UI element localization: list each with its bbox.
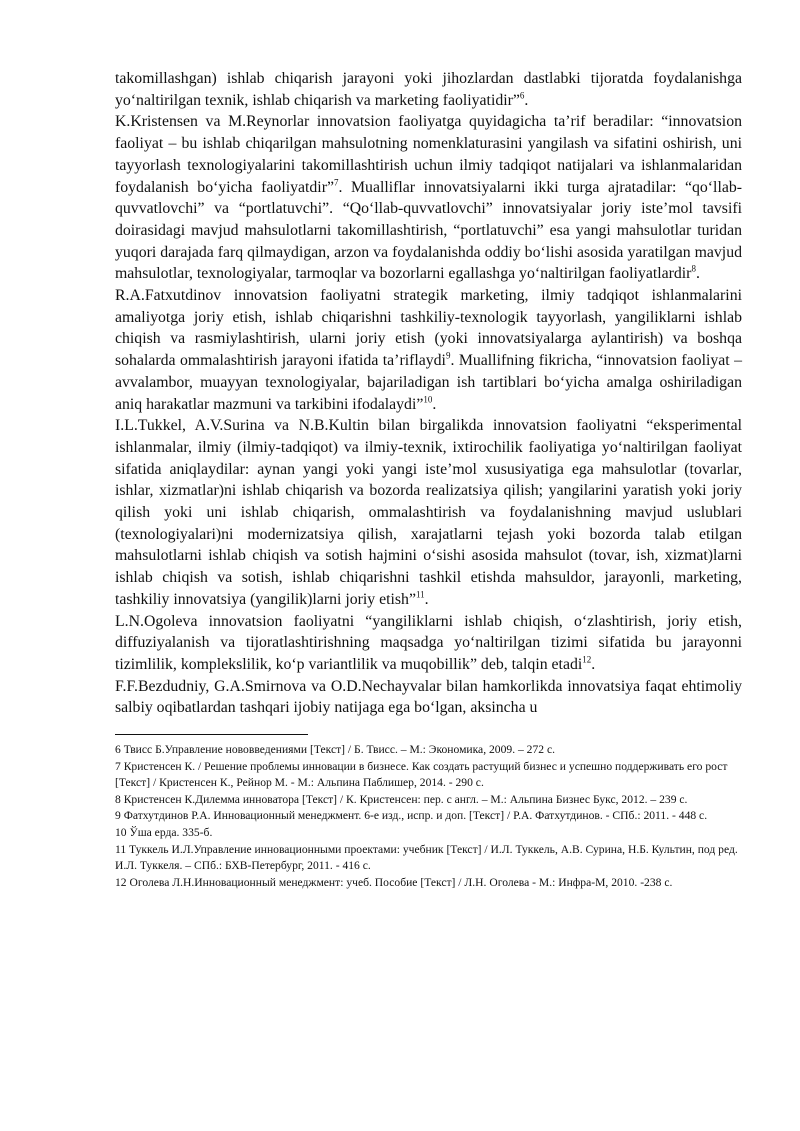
paragraph-tail: . xyxy=(424,590,429,608)
paragraph-tail: . xyxy=(695,265,700,283)
footnote-ref-11[interactable]: 11 xyxy=(415,589,425,600)
footnote-ref-12[interactable]: 12 xyxy=(582,654,592,665)
paragraph-kristensen xyxy=(115,111,742,285)
footnote-ref-10[interactable]: 10 xyxy=(423,394,433,405)
footnote-12: 12 Оголева Л.Н.Инновационный менеджмент: учеб. Пособие [Текст] / Л.Н. Оголева - М.: Инфра-М, 2010. -238 с. xyxy=(115,875,673,889)
paragraph-bezdudniy xyxy=(115,676,742,719)
paragraph-fatxutdinov xyxy=(115,285,742,415)
footnote-ref-8[interactable]: 8 xyxy=(691,264,696,275)
footnote-6: 6 Твисс Б.Управление нововведениями [Текст] / Б. Твисс. – М.: Экономика, 2009. – 272 с. xyxy=(115,743,556,757)
footnote-ref-7[interactable]: 7 xyxy=(333,177,339,188)
footnote-10: 10 Ўша ерда. 335-б. xyxy=(115,826,213,840)
footnote-ref-9[interactable]: 9 xyxy=(445,350,451,361)
paragraph-text: . Muallifning fikricha, “innovatsion faoliyat – avvalambor, muayyan texnologiyalar, bajariladigan ish tartiblari bo‘yicha amalga oshiriladigan aniq harakatlar mazmuni va tarkibini ifodalaydi” xyxy=(115,352,742,413)
paragraph-text: . Mualliflar innovatsiyalarni ikki turga ajratadilar: “qo‘llab-quvvatlovchi” va “portlatuvchi”. “Qo‘llab-quvvatlovchi” innovatsiyalar joriy iste’mol tavsifi doirasidagi mavjud mahsulotlarni takomillashtirish, “portlatuvchi” esa yangi mahsulotlar turidan yuqori darajada farq qilmaydigan, arzon va foydalanishda oddiy bo‘lishi asosida yaratilgan mavjud mahsulotlar, texnologiyalar, tarmoqlar va bozorlarni egallashga yo‘naltirilgan faoliyatlardir xyxy=(115,178,742,283)
paragraph-tail: . xyxy=(432,395,437,413)
paragraph-tail: . xyxy=(524,91,529,109)
footnotes xyxy=(115,742,742,891)
footnote-separator xyxy=(115,734,308,735)
footnote-7: 7 Кристенсен К. / Решение проблемы инновации в бизнесе. Как создать растущий бизнес и успешно поддерживать его рост [Текст] / Кристенсен К., Рейнор М. - М.: Альпина Паблишер, 2014. - 290 с. xyxy=(115,759,728,790)
paragraph-text: I.L.Tukkel, A.V.Surina va N.B.Kultin bilan birgalikda innovatsion faoliyatni “eksperimental ishlanmalar, ilmiy (ilmiy-tadqiqot) va ilmiy-texnik, ixtirochilik faoliyatiga yo‘naltirilgan faoliyat sifatida aniqlaydilar: aynan yangi yoki yangi iste’mol xususiyatiga ega mahsulotlar (tovarlar, ishlar, xizmatlar)ni ishlab chiqarish va bozorda realizatsiya qilish; yangilarini yaratish yoki joriy qilish yoki uni ishlab chiqarish, ommalashtirish va foydalanishning mavjud uslublari (texnologiyalari)ni modernizatsiya qilish, xarajatlarni tejash yoki bozorda talab etilgan mahsulotlarni ishlab chiqish va sotish hajmini o‘sishi asosida mahsulot (tovar, ish, xizmat)larni ishlab chiqish va sotish, ishlab chiqarishni tashkil etishda mahsuldor, jarayonli, marketing, tashkiliy innovatsiya (yangilik)larni joriy etish” xyxy=(115,417,742,608)
paragraph-text: L.N.Ogoleva innovatsion faoliyatni “yangiliklarni ishlab chiqish, o‘zlashtirish, joriy etish, diffuziyalanish va tijoratlashtirishning maqsadga yo‘naltirilgan tizimi sifatida bu jarayonni tizimlilik, komplekslilik, ko‘p variantlilik va muqobillik” deb, talqin etadi xyxy=(115,612,742,673)
paragraph-text: R.A.Fatxutdinov innovatsion faoliyatni strategik marketing, ilmiy tadqiqot ishlanmalarini amaliyotga joriy etish, ishlab chiqarishni tashkiliy-texnologik tayyorlash, yangiliklarni ishlab chiqish va rasmiylashtirish, ularni joriy etish (yoki innovatsiyalarga aylantirish) va boshqa sohalarda ommalashtirish jarayoni ifatida ta’riflaydi xyxy=(115,287,742,370)
document-page xyxy=(115,68,742,891)
paragraph-tukkel xyxy=(115,415,742,610)
paragraph-text: takomillashgan) ishlab chiqarish jarayoni yoki jihozlardan dastlabki tijoratda foydalanishga yo‘naltirilgan texnik, ishlab chiqarish va marketing faoliyatidir” xyxy=(115,70,742,109)
paragraph-text: F.F.Bezdudniy, G.A.Smirnova va O.D.Nechayvalar bilan hamkorlikda innovatsiya faqat ehtimoliy salbiy oqibatlardan tashqari ijobiy natijaga ega bo‘lgan, aksincha u xyxy=(115,677,742,717)
paragraph-text: K.Kristensen va M.Reynorlar innovatsion faoliyatga quyidagicha ta’rif beradilar: “innovatsion faoliyat – bu ishlab chiqarilgan mahsulotning nomenklaturasini yangilash va sifatini oshirish, uni tayyorlash texnologiyalarini takomillashtirish uchun ilmiy tadqiqot natijalari va ishlanmalaridan foydalanish bo‘yicha faoliyatdir” xyxy=(115,113,742,196)
footnote-11: 11 Туккель И.Л.Управление инновационными проектами: учебник [Текст] / И.Л. Туккель, А.В. Сурина, Н.Б. Культин, под ред. И.Л. Туккеля. – СПб.: БХВ-Петербург, 2011. - 416 с. xyxy=(115,842,738,873)
paragraph-ogoleva xyxy=(115,611,742,676)
footnote-ref-6[interactable]: 6 xyxy=(519,90,525,101)
paragraph-continuation xyxy=(115,68,742,111)
body-text xyxy=(115,68,742,719)
footnote-8: 8 Кристенсен К.Дилемма инноватора [Текст] / К. Кристенсен: пер. с англ. – М.: Альпина Бизнес Букс, 2012. – 239 с. xyxy=(115,792,688,806)
footnote-9: 9 Фатхутдинов Р.А. Инновационный менеджмент. 6-е изд., испр. и доп. [Текст] / Р.А. Фатхутдинов. - СПб.: 2011. - 448 с. xyxy=(115,809,708,823)
paragraph-tail: . xyxy=(591,655,596,673)
